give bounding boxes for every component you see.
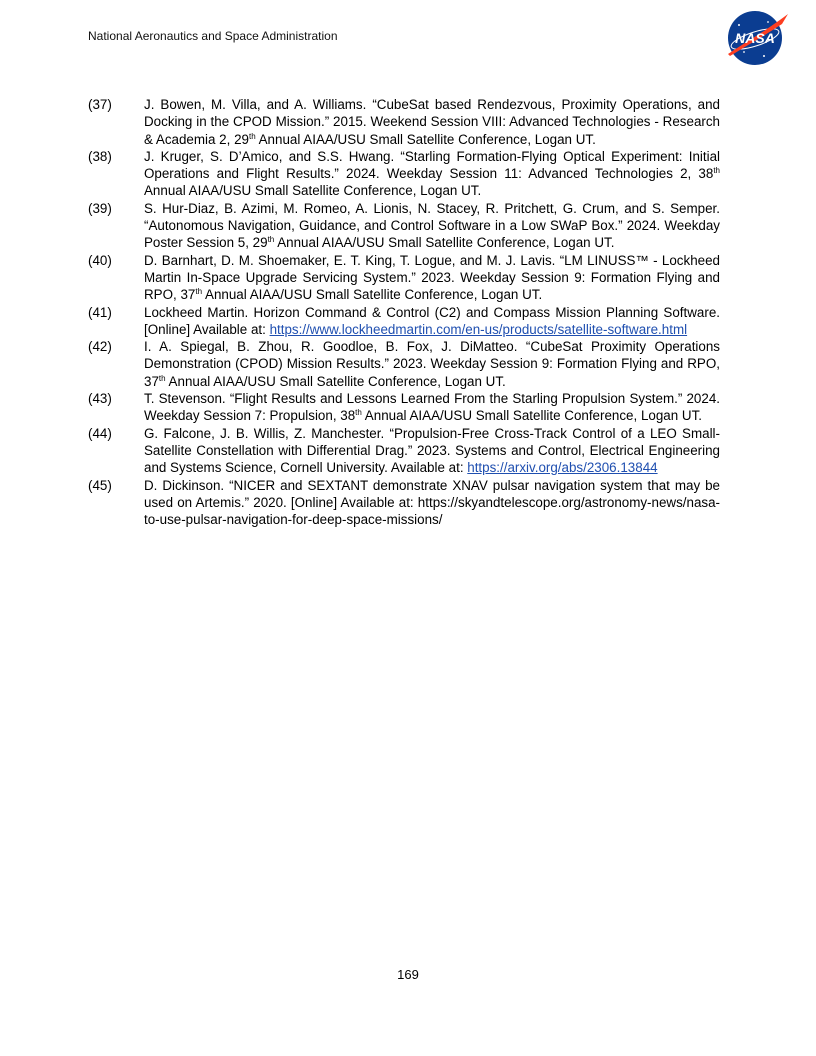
reference-number: (40) [88,252,112,268]
reference-text-segment: Lockheed Martin. Horizon Command & Control (C2) and Compass Mission Planning Software. [Online] Available at: [144,304,720,337]
nasa-meatball-icon [724,8,790,68]
reference-text [144,148,720,200]
ordinal-suffix: th [195,287,203,297]
ordinal-suffix: th [158,373,166,383]
reference-text-segment: D. Barnhart, D. M. Shoemaker, E. T. King, T. Logue, and M. J. Lavis. “LM LINUSS™ - Lockheed Martin In-Space Upgrade Servicing System.” 2023. Weekday Session 9: Formation Flying and RPO, 37 [144,252,720,303]
reference-text [144,96,720,148]
reference-text [144,477,720,529]
ordinal-suffix: th [267,235,275,245]
reference-text-segment: Annual AIAA/USU Small Satellite Conference, Logan UT. [274,235,615,251]
reference-link[interactable]: https://www.lockheedmartin.com/en-us/products/satellite-software.html [269,321,688,337]
reference-text-segment: Annual AIAA/USU Small Satellite Conference, Logan UT. [165,373,506,389]
reference-text [144,200,720,252]
reference-item [88,390,720,425]
header-org-name: National Aeronautics and Space Administration [88,29,338,43]
reference-number: (39) [88,200,112,216]
ordinal-suffix: th [355,408,362,418]
reference-text-segment: I. A. Spiegal, B. Zhou, R. Goodloe, B. Fox, J. DiMatteo. “CubeSat Proximity Operations Demonstration (CPOD) Mission Results.” 2023. Weekday Session 9: Formation Flying and RPO, 37 [144,339,720,389]
page-number: 169 [397,967,419,982]
reference-number: (38) [88,148,112,164]
reference-number: (41) [88,304,112,320]
reference-text-segment: Annual AIAA/USU Small Satellite Conference, Logan UT. [255,131,596,147]
reference-text [144,390,720,425]
reference-number: (43) [88,391,112,407]
reference-text [144,425,720,477]
ordinal-suffix: th [248,131,256,141]
reference-text-segment: G. Falcone, J. B. Willis, Z. Manchester. “Propulsion-Free Cross-Track Control of a LEO Small-Satellite Constellation with Differential Drag.” 2023. Systems and Control, Electrical Engineering and Systems Science, Cornell University. Available at: [144,425,720,476]
reference-text [144,252,720,304]
reference-item [88,338,720,390]
reference-item [88,252,720,304]
reference-number: (37) [88,97,112,112]
reference-text-segment: Annual AIAA/USU Small Satellite Conference, Logan UT. [361,408,702,424]
reference-item [88,477,720,529]
reference-text-segment: T. Stevenson. “Flight Results and Lessons Learned From the Starling Propulsion System.” 2024. Weekday Session 7: Propulsion, 38 [144,391,720,424]
reference-link[interactable]: https://arxiv.org/abs/2306.13844 [467,460,658,476]
reference-item [88,96,720,148]
reference-item [88,425,720,477]
reference-list [88,96,720,528]
reference-item [88,200,720,252]
logo-text: NASA [735,30,775,46]
reference-text [144,304,720,339]
nasa-logo [724,8,790,68]
reference-text-segment: J. Kruger, S. D’Amico, and S.S. Hwang. “Starling Formation-Flying Optical Experiment: Initial Operations and Flight Results.” 2024. Weekday Session 11: Advanced Technologies 2, 38 [144,148,720,182]
reference-text-segment: Annual AIAA/USU Small Satellite Conference, Logan UT. [144,183,482,199]
reference-text-segment: J. Bowen, M. Villa, and A. Williams. “CubeSat based Rendezvous, Proximity Operations, and Docking in the CPOD Mission.” 2015. Weekend Session VIII: Advanced Technologies - Research & Academia 2, 29 [144,97,720,147]
reference-number: (44) [88,425,112,441]
ordinal-suffix: th [713,166,720,176]
reference-text-segment: Annual AIAA/USU Small Satellite Conference, Logan UT. [202,287,543,303]
reference-number: (42) [88,339,112,355]
reference-text-segment: S. Hur-Diaz, B. Azimi, M. Romeo, A. Lionis, N. Stacey, R. Pritchett, G. Crum, and S. Semper. “Autonomous Navigation, Guidance, and Control Software in a Low SWaP Box.” 2024. Weekday Poster Session 5, 29 [144,200,720,251]
reference-number: (45) [88,477,112,493]
reference-text [144,338,720,390]
reference-item [88,148,720,200]
reference-item [88,304,720,339]
reference-text-segment: D. Dickinson. “NICER and SEXTANT demonstrate XNAV pulsar navigation system that may be used on Artemis.” 2020. [Online] Available at: https://skyandtelescope.org/astronomy-news/nasa-to-use-pulsar-navigation-for-deep-space-missions/ [144,477,720,528]
